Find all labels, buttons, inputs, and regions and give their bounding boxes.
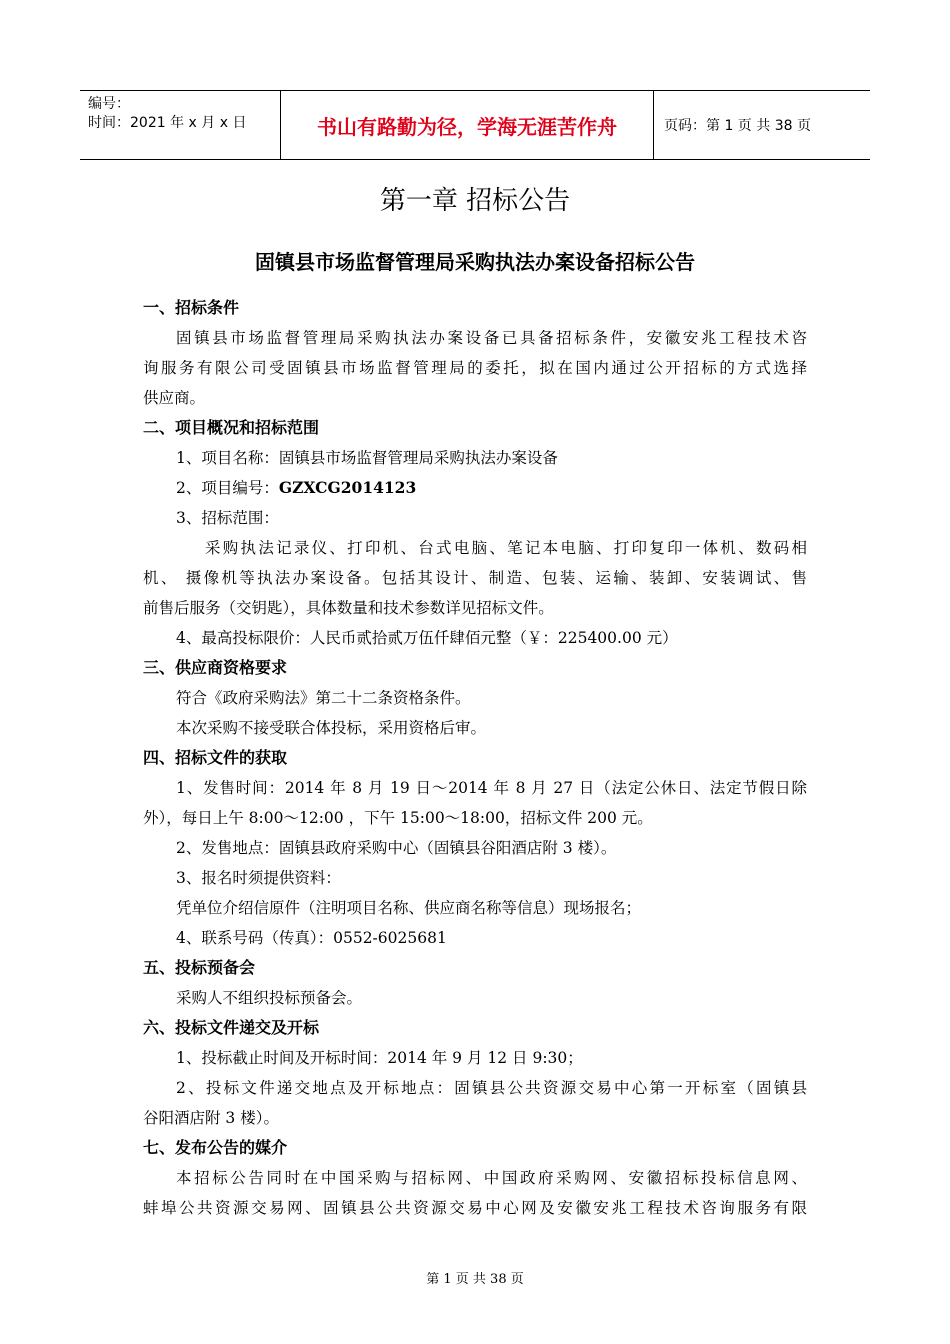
page-footer: 第 1 页 共 38 页 <box>426 1272 524 1287</box>
paragraph-line: 供应商。 <box>143 389 206 407</box>
paragraph-line: 凭单位介绍信原件（注明项目名称、供应商名称等信息）现场报名； <box>176 899 642 917</box>
number-label: 编号： <box>88 96 130 112</box>
scope-line: 前售后服务（交钥匙），具体数量和技术参数详见招标文件。 <box>143 599 554 617</box>
header-meta <box>80 91 280 159</box>
document-title: 固镇县市场监督管理局采购执法办案设备招标公告 <box>255 250 695 274</box>
scope-line: 机、 摄像机等执法办案设备。包括其设计、制造、包装、运输、装卸、安装调试、售 <box>143 569 807 587</box>
header-motto: 书山有路勤为径，学海无涯苦作舟 <box>280 91 654 159</box>
paragraph-line: 符合《政府采购法》第二十二条资格条件。 <box>176 689 471 707</box>
section-heading: 七、发布公告的媒介 <box>143 1138 288 1157</box>
project-number-line <box>143 473 807 503</box>
section-heading: 六、投标文件递交及开标 <box>143 1018 320 1037</box>
paragraph-line: 谷阳酒店附 3 楼）。 <box>143 1109 279 1127</box>
time-label: 时间：2021 年 x 月 x 日 <box>88 115 247 131</box>
paragraph-line: 本次采购不接受联合体投标，采用资格后审。 <box>176 719 487 737</box>
section-heading: 二、项目概况和招标范围 <box>143 418 320 437</box>
page-header <box>80 90 870 160</box>
header-page-info: 页码：第 1 页 共 38 页 <box>664 118 811 134</box>
price-limit-line: 4、最高投标限价：人民币贰拾贰万伍仟肆佰元整（￥：225400.00 元） <box>176 629 678 647</box>
section-heading: 三、供应商资格要求 <box>143 658 288 677</box>
paragraph-line: 2、投标文件递交地点及开标地点：固镇县公共资源交易中心第一开标室（固镇县 <box>176 1079 807 1097</box>
paragraph-line: 1、发售时间：2014 年 8 月 19 日～2014 年 8 月 27 日（法定公休日、法定节假日除 <box>176 779 807 797</box>
project-number-value: GZXCG2014123 <box>278 478 417 497</box>
paragraph-line: 固镇县市场监督管理局采购执法办案设备已具备招标条件，安徽安兆工程技术咨 <box>176 329 807 347</box>
paragraph-line: 询服务有限公司受固镇县市场监督管理局的委托，拟在国内通过公开招标的方式选择 <box>143 359 807 377</box>
paragraph-line: 外），每日上午 8:00～12:00 ，下午 15:00～18:00，招标文件 200 元。 <box>143 809 653 827</box>
scope-line: 采购执法记录仪、打印机、台式电脑、笔记本电脑、打印复印一体机、数码相 <box>205 539 807 557</box>
paragraph-line: 蚌埠公共资源交易网、固镇县公共资源交易中心网及安徽安兆工程技术咨询服务有限 <box>143 1199 807 1217</box>
section-heading: 一、招标条件 <box>143 298 240 317</box>
paragraph-line: 3、报名时须提供资料： <box>176 869 341 887</box>
section-heading: 四、招标文件的获取 <box>143 748 288 767</box>
document-body <box>143 293 807 1223</box>
scope-label-line: 3、招标范围： <box>176 509 279 527</box>
project-number-label: 2、项目编号： <box>176 479 279 497</box>
chapter-title: 第一章 招标公告 <box>379 186 571 216</box>
paragraph-line: 2、发售地点：固镇县政府采购中心（固镇县谷阳酒店附 3 楼）。 <box>176 839 617 857</box>
project-name-line: 1、项目名称：固镇县市场监督管理局采购执法办案设备 <box>176 449 558 467</box>
section-heading: 五、投标预备会 <box>143 958 256 977</box>
contact-line: 4、联系号码（传真）：0552-6025681 <box>176 929 447 947</box>
paragraph-line: 1、投标截止时间及开标时间：2014 年 9 月 12 日 9:30； <box>176 1049 583 1067</box>
paragraph-line: 本招标公告同时在中国采购与招标网、中国政府采购网、安徽招标投标信息网、 <box>176 1169 807 1187</box>
paragraph-line: 采购人不组织投标预备会。 <box>176 989 363 1007</box>
